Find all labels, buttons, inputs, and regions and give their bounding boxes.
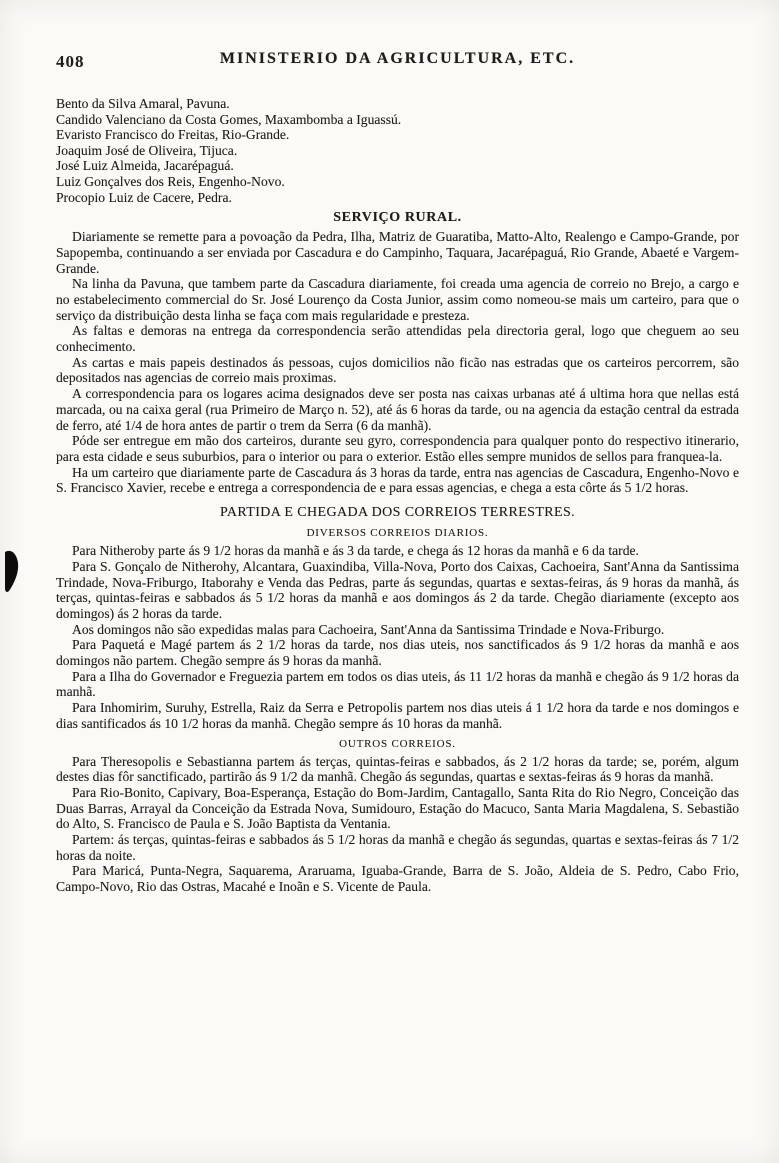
paragraph: Para Paquetá e Magé partem ás 2 1/2 horas da tarde, nos dias uteis, nos sanctificados ás 9 1/2 horas da manhã e aos domingos não partem. Chegão sempre ás 9 horas da manhã. [56, 637, 739, 669]
section-outros-correios [56, 738, 739, 895]
subsection-heading-outros-correios: OUTROS CORREIOS. [339, 737, 456, 750]
page-header [56, 50, 739, 74]
carrier-entry: José Luiz Almeida, Jacarépaguá. [56, 158, 234, 174]
paragraph: Para Inhomirim, Suruhy, Estrella, Raiz da Serra e Petropolis partem nos dias uteis á 1 1/2 hora da tarde e nos domingos e dias santificados ás 10 1/2 horas da manhã. Chegão sempre ás 10 horas da manhã. [56, 700, 739, 731]
carrier-entry: Luiz Gonçalves dos Reis, Engenho-Novo. [56, 173, 285, 189]
paragraph: Aos domingos não são expedidas malas para Cachoeira, Sant'Anna da Santissima Trindade e Nova-Friburgo. [72, 621, 665, 637]
carrier-entry: Evaristo Francisco do Freitas, Rio-Grande. [56, 127, 290, 143]
ink-blot-mark [4, 548, 24, 594]
section-heading-servico-rural: SERVIÇO RURAL. [333, 210, 462, 226]
paragraph: Diariamente se remette para a povoação da Pedra, Ilha, Matriz de Guaratiba, Matto-Alto, Realengo e Campo-Grande, por Sapopemba, continuando a ser enviada por Cascadura e do Campinho, Taquara, Jacarépaguá, Rio Grande, Abaeté e Vargem-Grande. [56, 229, 739, 276]
carrier-entry: Procopio Luiz de Cacere, Pedra. [56, 189, 232, 205]
paragraph: As cartas e mais papeis destinados ás pessoas, cujos domicilios não ficão nas estradas que os carteiros percorrem, são depositados nas agencias de correio mais proximas. [56, 354, 739, 386]
carrier-entry: Bento da Silva Amaral, Pavuna. [56, 96, 230, 111]
page-number: 408 [56, 52, 85, 71]
paragraph: As faltas e demoras na entrega da correspondencia serão attendidas pela directoria geral, logo que cheguem ao seu conhecimento. [56, 323, 739, 355]
paragraph: Para Rio-Bonito, Capivary, Boa-Esperança, Estação do Bom-Jardim, Cantagallo, Santa Rita do Rio Negro, Conceição das Duas Barras, Arrayal da Conceição da Estrada Nova, Sumidouro, Estação do Macuco, Santa Maria Magdalena, S. Sebastião do Alto, S. Francisco de Paula e S. João Baptista da Ventania. [56, 784, 739, 832]
section-diversos-correios-diarios [56, 527, 739, 731]
page-title: MINISTERIO DA AGRICULTURA, ETC. [219, 50, 576, 67]
section-heading-correios-terrestres: PARTIDA E CHEGADA DOS CORREIOS TERRESTRES. [219, 505, 576, 521]
paragraph: Ha um carteiro que diariamente parte de Cascadura ás 3 horas da tarde, entra nas agencias de Cascadura, Engenho-Novo e S. Francisco Xavier, recebe e entrega a correspondencia de e para essas agencias, e chega a esta côrte ás 5 1/2 horas. [56, 464, 739, 496]
paragraph: Na linha da Pavuna, que tambem parte da Cascadura diariamente, foi creada uma agencia de correio no Brejo, a cargo e no estabelecimento commercial do Sr. José Lourenço da Costa Junior, assim como nomeou-se mais um carteiro, para que o serviço da distribuição desta linha se faça com mais regularidade e presteza. [56, 276, 739, 323]
paragraph: Partem: ás terças, quintas-feiras e sabbados ás 5 1/2 horas da manhã e chegão ás segundas, quartas e sextas-feiras ás 7 1/2 horas da noite. [56, 832, 739, 863]
paragraph: Póde ser entregue em mão dos carteiros, durante seu gyro, correspondencia para qualquer ponto do respectivo itinerario, para esta cidade e seus suburbios, para o interior ou para o exterior. Estão elles sempre munidos de sellos para franquea-la. [56, 433, 739, 464]
carrier-entry: Candido Valenciano da Costa Gomes, Maxambomba a Iguassú. [56, 111, 402, 127]
subsection-heading-diversos-correios: DIVERSOS CORREIOS DIARIOS. [306, 527, 489, 540]
paragraph: Para Nitheroby parte ás 9 1/2 horas da manhã e ás 3 da tarde, e chega ás 12 horas da manhã e 6 da tarde. [72, 543, 639, 559]
paragraph: Para Theresopolis e Sebastianna partem ás terças, quintas-feiras e sabbados, ás 2 1/2 horas da tarde; se, porém, algum destes dias fôr sanctificado, partirão ás 9 1/2 da manhã. Chegão ás segundas, quartas e sextas-feiras ás 9 horas da manhã. [56, 753, 739, 785]
section-servico-rural [56, 229, 739, 496]
carrier-entry: Joaquim José de Oliveira, Tijuca. [56, 142, 238, 158]
paragraph: A correspondencia para os logares acima designados deve ser posta nas caixas urbanas até á ultima hora que nellas está marcada, ou na caixa geral (rua Primeiro de Março n. 52), até ás 6 horas da tarde, ou na agencia da estação central da estrada de ferro, até 1/4 de hora antes de partir o trem da Serra (6 da manhã). [56, 386, 739, 433]
paragraph: Para S. Gonçalo de Nitherohy, Alcantara, Guaxindiba, Villa-Nova, Porto dos Caixas, Cachoeira, Sant'Anna da Santissima Trindade, Nova-Friburgo, Itaborahy e Venda das Pedras, parte ás segundas, quartas e sextas-feiras, ás 9 horas da manhã, ás terças, quintas-feiras e sabbados ás 5 1/2 horas da manhã e aos domingos ás 2 da tarde. Chegão diariamente (excepto aos domingos) ás 2 horas da tarde. [56, 558, 739, 621]
paragraph: Para Maricá, Punta-Negra, Saquarema, Araruama, Iguaba-Grande, Barra de S. João, Aldeia de S. Pedro, Cabo Frio, Campo-Novo, Rio das Ostras, Macahé e Inoãn e S. Vicente de Paula. [56, 863, 739, 895]
paragraph: Para a Ilha do Governador e Freguezia partem em todos os dias uteis, ás 11 1/2 horas da manhã e chegão ás 9 1/2 horas da manhã. [56, 668, 739, 700]
carrier-list [56, 96, 739, 205]
